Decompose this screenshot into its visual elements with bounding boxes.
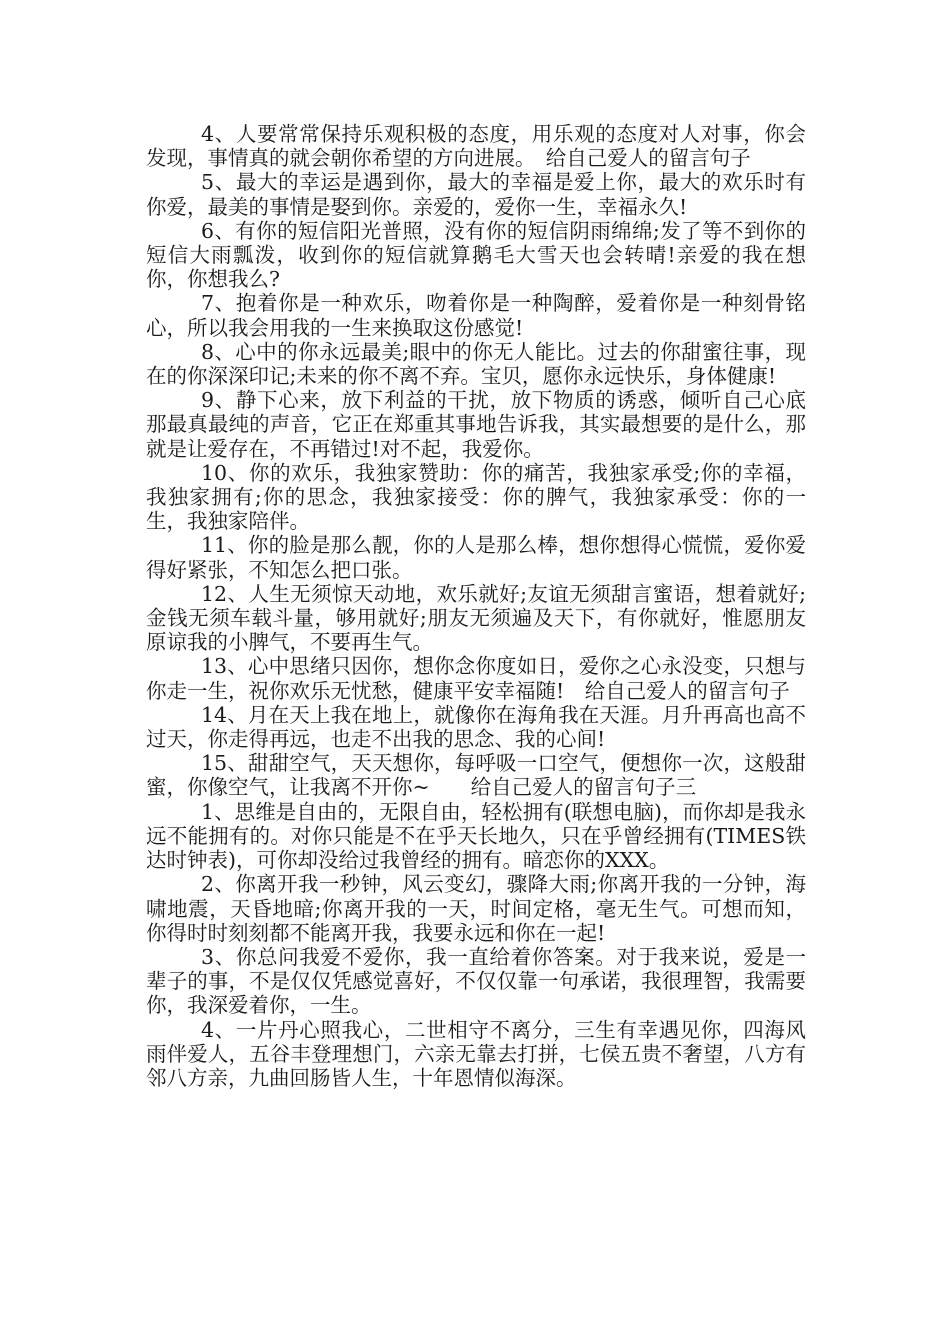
paragraph-4-optimism: 4、人要常常保持乐观积极的态度，用乐观的态度对人对事，你会发现，事情真的就会朝你希望的方向进展。 给自己爱人的留言句子 xyxy=(146,122,806,171)
paragraph-15-air: 15、甜甜空气，天天想你，每呼吸一口空气，便想你一次，这般甜蜜，你像空气，让我离不开你~ 给自己爱人的留言句子三 xyxy=(146,751,806,800)
paragraph-8-heart: 8、心中的你永远最美;眼中的你无人能比。过去的你甜蜜往事，现在的你深深印记;未来的你不离不弃。宝贝，愿你永远快乐，身体健康! xyxy=(146,339,806,389)
paragraph-14-moon: 14、月在天上我在地上，就像你在海角我在天涯。月升再高也高不过天，你走得再远，也走不出我的思念、我的心间! xyxy=(146,702,806,752)
paragraph-11-face: 11、你的脸是那么靓，你的人是那么棒，想你想得心慌慌，爱你爱得好紧张，不知怎么把口张。 xyxy=(146,533,806,582)
paragraph-6-messages: 6、有你的短信阳光普照，没有你的短信阴雨绵绵;发了等不到你的短信大雨瓢泼，收到你的短信就算鹅毛大雪天也会转晴!亲爱的我在想你，你想我么? xyxy=(146,218,806,292)
paragraph-3-answer: 3、你总问我爱不爱你，我一直给着你答案。对于我来说，爱是一辈子的事，不是仅仅凭感觉喜好，不仅仅靠一句承诺，我很理智，我需要你，我深爱着你，一生。 xyxy=(146,944,806,1018)
paragraph-1-freedom: 1、思维是自由的，无限自由，轻松拥有(联想电脑)，而你却是我永远不能拥有的。对你只能是不在乎天长地久，只在乎曾经拥有(TIMES铁达时钟表)，可你却没给过我曾经的拥有。暗恋你的XXX。 xyxy=(146,799,806,873)
paragraph-5-luck: 5、最大的幸运是遇到你，最大的幸福是爱上你，最大的欢乐时有你爱，最美的事情是娶到你。亲爱的，爱你一生，幸福永久! xyxy=(146,170,806,219)
document-body xyxy=(146,122,806,1090)
paragraph-9-calm: 9、静下心来，放下利益的干扰，放下物质的诱惑，倾听自己心底那最真最纯的声音，它正在郑重其事地告诉我，其实最想要的是什么，那就是让爱存在，不再错过!对不起，我爱你。 xyxy=(146,388,806,461)
paragraph-10-exclusive: 10、你的欢乐，我独家赞助：你的痛苦，我独家承受;你的幸福，我独家拥有;你的思念，我独家接受：你的脾气，我独家承受：你的一生，我独家陪伴。 xyxy=(146,460,806,534)
paragraph-2-leave: 2、你离开我一秒钟，风云变幻，骤降大雨;你离开我的一分钟，海啸地震，天昏地暗;你离开我的一天，时间定格，毫无生气。可想而知，你得时时刻刻都不能离开我，我要永远和你在一起! xyxy=(146,872,806,945)
paragraph-13-thoughts: 13、心中思绪只因你，想你念你度如日，爱你之心永没变，只想与你走一生，祝你欢乐无忧愁，健康平安幸福随! 给自己爱人的留言句子 xyxy=(146,654,806,703)
paragraph-12-life: 12、人生无须惊天动地，欢乐就好;友谊无须甜言蜜语，想着就好;金钱无须车载斗量，够用就好;朋友无须遍及天下，有你就好，惟愿朋友原谅我的小脾气，不要再生气。 xyxy=(146,581,806,655)
paragraph-4-numbers: 4、一片丹心照我心，二世相守不离分，三生有幸遇见你，四海风雨伴爱人，五谷丰登理想门，六亲无靠去打拼，七侯五贵不奢望，八方有邻八方亲，九曲回肠皆人生，十年恩情似海深。 xyxy=(146,1017,806,1090)
paragraph-7-embrace: 7、抱着你是一种欢乐，吻着你是一种陶醉，爱着你是一种刻骨铭心，所以我会用我的一生来换取这份感觉! xyxy=(146,291,806,340)
